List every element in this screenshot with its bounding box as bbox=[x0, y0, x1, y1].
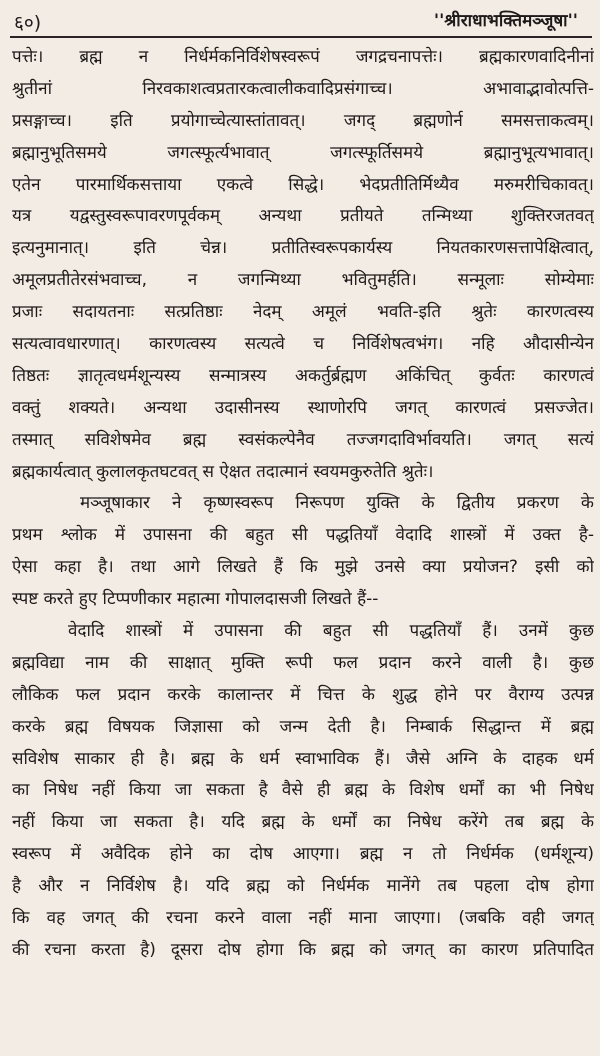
header-rule bbox=[10, 36, 592, 38]
text-line: ब्रह्मकार्यत्वात् कुलालकृतघटवत् स ऐक्षत तदात्मानं स्वयमकुरुतेति श्रुतेः। bbox=[12, 461, 434, 482]
text-line: एतेन पारमार्थिकसत्ताया एकत्वे सिद्धे। भेदप्रतीतिर्मिथ्यैव मरुमरीचिकावत्। bbox=[12, 174, 594, 195]
text-line: सविशेष साकार ही है। ब्रह्म के धर्म स्वाभाविक हैं। जैसे अग्नि के दाहक धर्म bbox=[12, 748, 594, 769]
page-body bbox=[12, 42, 594, 967]
text-line: प्रसङ्गाच्च। इति प्रयोगाच्चेत्यास्तांतावत्। जगद् ब्रह्मणोर्न समसत्ताकत्वम्। bbox=[12, 110, 594, 131]
text-line: पत्तेः। ब्रह्म न निर्धर्मकनिर्विशेषस्वरूपं जगद्रचनापत्तेः। ब्रह्मकारणवादिनीनां bbox=[12, 47, 594, 67]
page-number: ६०) bbox=[14, 12, 42, 34]
text-line: अमूलप्रतीतेरसंभवाच्च, न जगन्मिथ्या भवितुमर्हति। सन्मूलाः सोम्येमाः bbox=[12, 270, 594, 291]
text-line: का निषेध नहीं किया जा सकता है वैसे ही ब्रह्म के विशेष धर्मों का भी निषेध bbox=[12, 780, 594, 801]
text-line: श्रुतीनां निरवकाशत्वप्रतारकत्वालीकवादिप्रसंगाच्च। अभावाद्भावोत्पत्ति- bbox=[12, 78, 594, 99]
text-line: नहीं किया जा सकता है। यदि ब्रह्म के धर्मों का निषेध करेंगे तब ब्रह्म के bbox=[12, 812, 594, 833]
page-header bbox=[0, 0, 600, 42]
text-line: स्वरूप में अवैदिक होने का दोष आएगा। ब्रह्म न तो निर्धर्मक (धर्मशून्य) bbox=[12, 844, 594, 865]
text-line: है और न निर्विशेष है। यदि ब्रह्म को निर्धर्मक मानेंगे तब पहला दोष होगा bbox=[12, 876, 594, 897]
text-line: प्रथम श्लोक में उपासना की बहुत सी पद्धतियाँ वेदादि शास्त्रों में उक्त है- bbox=[12, 525, 594, 546]
hindi-paragraph-1 bbox=[12, 488, 594, 616]
text-line: यत्र यद्वस्तुस्वरूपावरणपूर्वकम् अन्यथा प्रतीयते तन्मिथ्या शुक्तिरजतवत् bbox=[12, 206, 594, 227]
text-line: मञ्जूषाकार ने कृष्णस्वरूप निरूपण युक्ति के द्वितीय प्रकरण के bbox=[80, 493, 594, 514]
text-line: वेदादि शास्त्रों में उपासना की बहुत सी पद्धतियाँ हैं। उनमें कुछ bbox=[68, 621, 594, 642]
text-line: की रचना करता है) दूसरा दोष होगा कि ब्रह्म को जगत् का कारण प्रतिपादित bbox=[12, 939, 594, 960]
text-line: स्पष्ट करते हुए टिप्पणीकार महात्मा गोपालदासजी लिखते हैं-- bbox=[12, 589, 379, 610]
text-line: तस्मात् सविशेषमेव ब्रह्म स्वसंकल्पेनैव तज्जगदाविर्भावयति। जगत् सत्यं bbox=[12, 429, 594, 450]
sanskrit-passage bbox=[12, 42, 594, 488]
text-line: तिष्ठतः ज्ञातृत्वधर्मशून्यस्य सन्मात्रस्य अकर्तुर्ब्रह्मण अकिंचित् कुर्वतः कारणत्वं bbox=[12, 365, 594, 386]
text-line: ऐसा कहा है। तथा आगे लिखते हैं कि मुझे उनसे क्या प्रयोजन? इसी को bbox=[12, 557, 594, 578]
hindi-paragraph-2 bbox=[12, 616, 594, 967]
running-title: ''श्रीराधाभक्तिमञ्जूषा'' bbox=[433, 11, 578, 31]
text-line: ब्रह्मानुभूतिसमये जगत्स्फूर्त्यभावात् जगत्स्फूर्तिसमये ब्रह्मानुभूत्यभावात्। bbox=[12, 142, 594, 163]
text-line: करके ब्रह्म विषयक जिज्ञासा को जन्म देती है। निम्बार्क सिद्धान्त में ब्रह्म bbox=[12, 716, 594, 737]
text-line: कि वह जगत् की रचना करने वाला नहीं माना जाएगा। (जबकि वही जगत् bbox=[12, 908, 594, 929]
text-line: प्रजाः सदायतनाः सत्प्रतिष्ठाः नेदम् अमूलं भवति-इति श्रुतेः कारणत्वस्य bbox=[12, 302, 594, 323]
text-line: इत्यनुमानात्। इति चेन्न। प्रतीतिस्वरूपकार्यस्य नियतकारणसत्तापेक्षित्वात्, bbox=[12, 238, 594, 259]
text-line: सत्यत्वावधारणात्। कारणत्वस्य सत्यत्वे च निर्विशेषत्वभंग। नहि औदासीन्येन bbox=[12, 334, 594, 355]
text-line: ब्रह्मविद्या नाम की साक्षात् मुक्ति रूपी फल प्रदान करने वाली है। कुछ bbox=[12, 652, 594, 673]
text-line: लौकिक फल प्रदान करके कालान्तर में चित्त के शुद्ध होने पर वैराग्य उत्पन्न bbox=[12, 684, 594, 705]
text-line: वक्तुं शक्यते। अन्यथा उदासीनस्य स्थाणोरपि जगत् कारणत्वं प्रसज्जेत। bbox=[12, 397, 594, 418]
